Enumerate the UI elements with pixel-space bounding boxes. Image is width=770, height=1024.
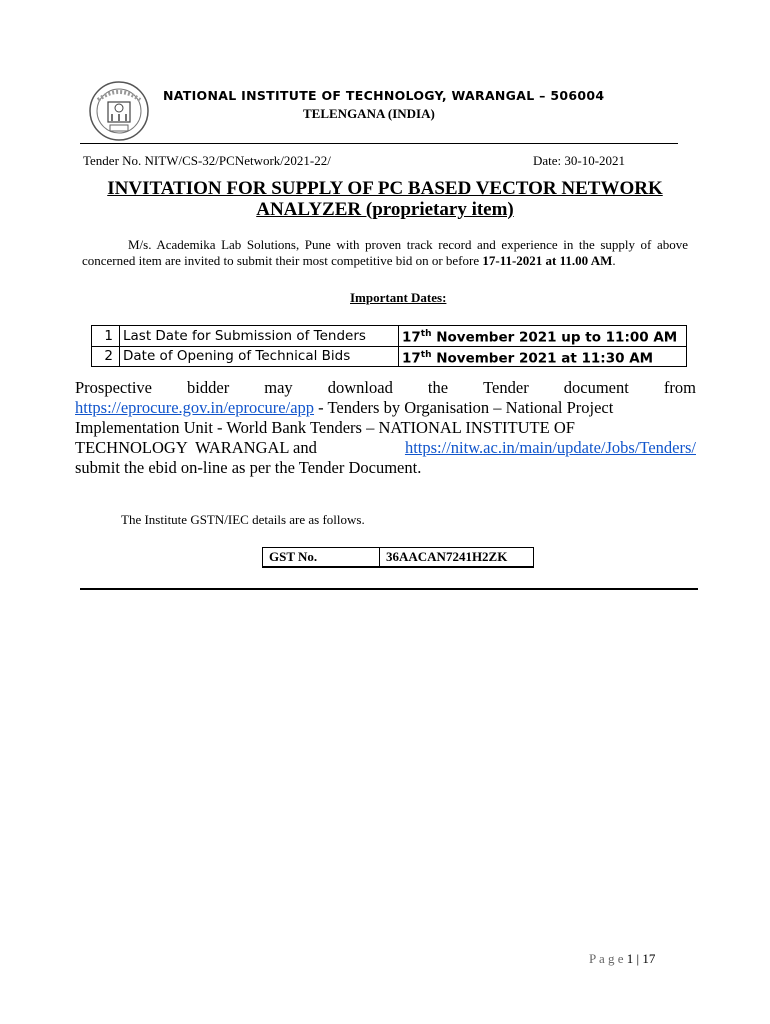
title-line-1: INVITATION FOR SUPPLY OF PC BASED VECTOR NETWORK [107,178,663,199]
row-number: 2 [92,346,120,367]
page-label: P a g e [589,951,624,966]
row-label: Last Date for Submission of Tenders [120,326,399,347]
intro-end: . [612,253,616,268]
tender-number: Tender No. NITW/CS-32/PCNetwork/2021-22/ [83,153,331,168]
page-footer: P a g e 1 | 17 [589,951,656,966]
row-label: Date of Opening of Technical Bids [120,346,399,367]
tender-date: Date: 30-10-2021 [533,153,626,168]
gst-value: 36AACAN7241H2ZK [380,548,534,568]
row-number: 1 [92,326,120,347]
page-total: 17 [642,951,656,966]
institute-logo [88,80,150,142]
row-value: 17th November 2021 up to 11:00 AM [399,326,687,347]
institute-state: TELENGANA (INDIA) [303,106,435,121]
table-row [263,548,534,568]
prospective-line-5: submit the ebid on-line as per the Tender Document. [75,458,422,477]
prospective-line-1: Prospective bidder may download the Tender document from [75,378,696,397]
table-row [92,346,687,367]
prospective-line-4: TECHNOLOGY WARANGAL and https://nitw.ac.in/main/update/Jobs/Tenders/ [75,438,696,457]
header-divider [80,143,678,144]
gstn-intro: The Institute GSTN/IEC details are as follows. [121,512,365,527]
gst-key: GST No. [263,548,380,568]
footer-divider [80,588,698,590]
document-title [70,178,700,220]
gst-table [262,547,534,568]
page-number: 1 [626,951,634,966]
institute-name: NATIONAL INSTITUTE OF TECHNOLOGY, WARANGAL – 506004 [163,88,605,103]
title-line-2: ANALYZER (proprietary item) [256,199,514,220]
row-value: 17th November 2021 at 11:30 AM [399,346,687,367]
prospective-line-3: Implementation Unit - World Bank Tenders – NATIONAL INSTITUTE OF [75,418,575,437]
prospective-line-2: https://eprocure.gov.in/eprocure/app - Tenders by Organisation – National Project [75,398,614,417]
nitw-tenders-link[interactable]: https://nitw.ac.in/main/update/Jobs/Tenders/ [404,438,696,457]
prospective-paragraph [75,378,696,478]
intro-paragraph [82,237,688,269]
table-row [92,326,687,347]
eprocure-link[interactable]: https://eprocure.gov.in/eprocure/app [75,398,315,417]
intro-text: M/s. Academika Lab Solutions, Pune with proven track record and experience in the supply of above concerned item are invited to submit their most competitive bid on or before [82,237,688,268]
intro-deadline: 17-11-2021 at 11.00 AM [482,253,613,268]
important-dates-heading: Important Dates: [350,290,447,305]
important-dates-table [91,325,687,367]
